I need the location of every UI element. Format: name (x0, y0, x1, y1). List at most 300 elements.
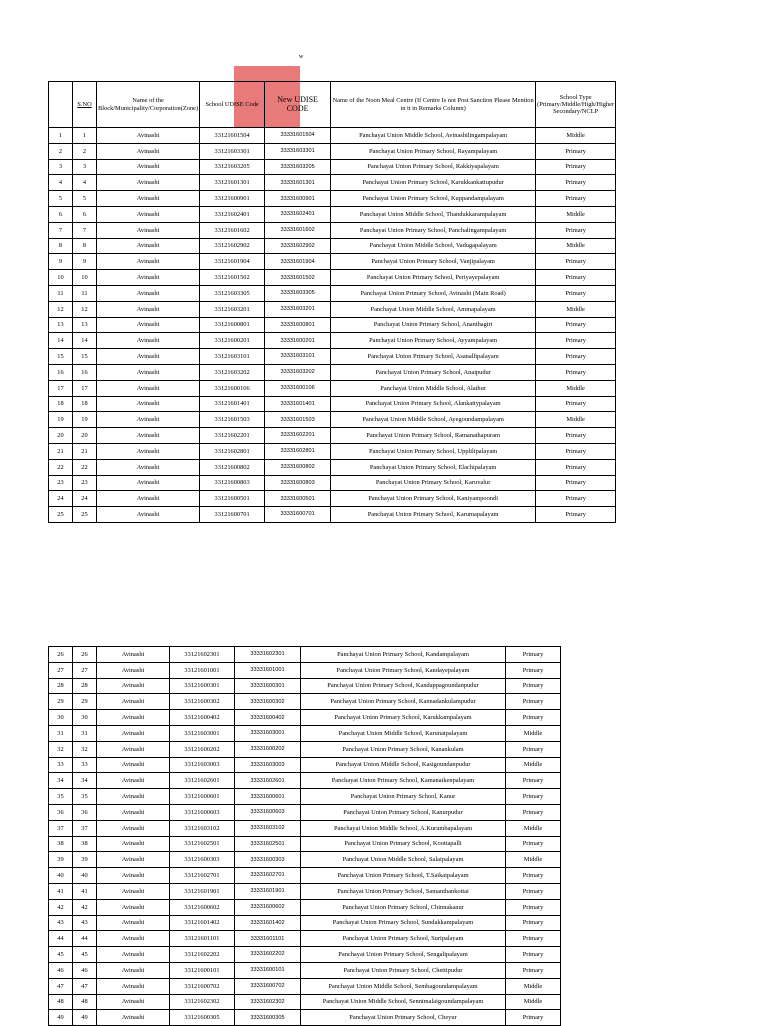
school-type: Middle (536, 128, 616, 144)
new-udise-code: 33331603305 (265, 285, 331, 301)
udise-code: 33121601402 (170, 915, 235, 931)
new-udise-code: 33331601101 (235, 931, 301, 947)
table-row (49, 804, 561, 820)
sno: 36 (73, 804, 97, 820)
row-index: 30 (49, 710, 73, 726)
sno: 5 (73, 191, 97, 207)
row-index: 14 (49, 333, 73, 349)
udise-code: 33121600301 (170, 678, 235, 694)
row-index: 22 (49, 459, 73, 475)
row-index: 6 (49, 206, 73, 222)
school-type: Primary (506, 947, 561, 963)
centre-name: Panchayat Union Middle School, Salaipalayam (301, 852, 506, 868)
block-name: Avinashi (97, 899, 170, 915)
row-index: 41 (49, 883, 73, 899)
udise-code: 33121602301 (170, 647, 235, 663)
block-name: Avinashi (97, 238, 200, 254)
centre-name: Panchayat Union Primary School, Kannadankulampudur (301, 694, 506, 710)
new-udise-code: 33331603202 (265, 364, 331, 380)
school-type: Primary (536, 285, 616, 301)
udise-code: 33121602201 (200, 428, 265, 444)
school-type: Primary (506, 836, 561, 852)
school-type: Primary (506, 915, 561, 931)
row-index: 31 (49, 725, 73, 741)
udise-code: 33121602501 (170, 836, 235, 852)
sno: 43 (73, 915, 97, 931)
centre-name: Panchayat Union Middle School, Vadugapalayam (331, 238, 536, 254)
sno: 46 (73, 962, 97, 978)
udise-code: 33121602701 (170, 868, 235, 884)
sno: 11 (73, 285, 97, 301)
centre-name: Panchayat Union Primary School, Kandayepalayam (301, 662, 506, 678)
udise-code: 33121603201 (200, 301, 265, 317)
school-type: Primary (536, 270, 616, 286)
block-name: Avinashi (97, 159, 200, 175)
udise-code: 33121601901 (170, 883, 235, 899)
new-udise-code: 33331600106 (265, 380, 331, 396)
udise-code: 33121601503 (200, 412, 265, 428)
sno: 29 (73, 694, 97, 710)
row-index: 29 (49, 694, 73, 710)
udise-code: 33121600305 (170, 1010, 235, 1026)
sno: 40 (73, 868, 97, 884)
centre-name: Panchayat Union Primary School, Periyayepalayam (331, 270, 536, 286)
udise-code: 33121602202 (170, 947, 235, 963)
school-type: Primary (506, 789, 561, 805)
school-table-part2 (48, 646, 561, 1026)
udise-code: 33121600402 (170, 710, 235, 726)
school-type: Primary (506, 710, 561, 726)
block-name: Avinashi (97, 868, 170, 884)
row-index: 7 (49, 222, 73, 238)
table-row (49, 868, 561, 884)
table-row (49, 301, 616, 317)
row-index: 20 (49, 428, 73, 444)
school-type: Primary (536, 428, 616, 444)
block-name: Avinashi (97, 507, 200, 523)
school-type: Primary (506, 678, 561, 694)
new-udise-code: 33331603101 (265, 349, 331, 365)
table-row (49, 741, 561, 757)
new-udise-code: 33331600101 (235, 962, 301, 978)
block-name: Avinashi (97, 931, 170, 947)
table-row (49, 159, 616, 175)
new-udise-code: 33331601602 (265, 222, 331, 238)
new-udise-code: 33331600801 (265, 317, 331, 333)
table-row (49, 773, 561, 789)
centre-name: Panchayat Union Primary School, Kanankulam (301, 741, 506, 757)
centre-name: Panchayat Union Primary School, Cheyur (301, 1010, 506, 1026)
table-row (49, 1010, 561, 1026)
block-name: Avinashi (97, 978, 170, 994)
block-name: Avinashi (97, 725, 170, 741)
udise-code: 33121600602 (170, 899, 235, 915)
school-table-part1 (48, 81, 616, 523)
sno: 20 (73, 428, 97, 444)
new-udise-code: 33331600202 (235, 741, 301, 757)
new-udise-code: 33331600603 (235, 804, 301, 820)
school-type: Primary (536, 333, 616, 349)
row-index: 27 (49, 662, 73, 678)
row-index: 21 (49, 443, 73, 459)
new-udise-code: 33331603001 (235, 725, 301, 741)
new-udise-code: 33331600602 (235, 899, 301, 915)
centre-name: Panchayat Union Primary School, Elachipalayam (331, 459, 536, 475)
sno: 13 (73, 317, 97, 333)
centre-name: Panchayat Union Primary School, Kaniyampoondi (331, 491, 536, 507)
block-name: Avinashi (97, 333, 200, 349)
row-index: 17 (49, 380, 73, 396)
block-name: Avinashi (97, 428, 200, 444)
school-type: Primary (536, 507, 616, 523)
table-row (49, 475, 616, 491)
block-name: Avinashi (97, 396, 200, 412)
table-row (49, 694, 561, 710)
sno: 26 (73, 647, 97, 663)
school-type: Primary (506, 773, 561, 789)
row-index: 24 (49, 491, 73, 507)
sno: 3 (73, 159, 97, 175)
table-row (49, 175, 616, 191)
udise-code: 33121600701 (200, 507, 265, 523)
block-name: Avinashi (97, 710, 170, 726)
new-udise-code: 33331601904 (265, 254, 331, 270)
udise-code: 33121602601 (170, 773, 235, 789)
row-index: 9 (49, 254, 73, 270)
table-row (49, 757, 561, 773)
table-row (49, 222, 616, 238)
sno: 1 (73, 128, 97, 144)
row-index: 40 (49, 868, 73, 884)
centre-name: Panchayat Union Primary School, Samanthankottai (301, 883, 506, 899)
row-index: 48 (49, 994, 73, 1010)
table-row (49, 491, 616, 507)
sno: 27 (73, 662, 97, 678)
new-udise-code: 33331602302 (235, 994, 301, 1010)
table-row (49, 317, 616, 333)
sno: 34 (73, 773, 97, 789)
sno: 45 (73, 947, 97, 963)
centre-name: Panchayat Union Middle School, Sennimalaigoundampalayam (301, 994, 506, 1010)
udise-code: 33121600106 (200, 380, 265, 396)
udise-code: 33121600303 (170, 852, 235, 868)
block-name: Avinashi (97, 962, 170, 978)
centre-name: Panchayat Union Primary School, T.Saikaipalayam (301, 868, 506, 884)
row-index: 26 (49, 647, 73, 663)
table-row (49, 994, 561, 1010)
row-index: 46 (49, 962, 73, 978)
sno: 47 (73, 978, 97, 994)
centre-name: Panchayat Union Middle School, Thandukkarampalayam (331, 206, 536, 222)
udise-code: 33121600603 (170, 804, 235, 820)
new-udise-code: 33331602801 (265, 443, 331, 459)
school-type: Primary (506, 931, 561, 947)
udise-code: 33121603205 (200, 159, 265, 175)
sno: 12 (73, 301, 97, 317)
sno: 37 (73, 820, 97, 836)
centre-name: Panchayat Union Middle School, Ammapalayam (331, 301, 536, 317)
sno: 17 (73, 380, 97, 396)
new-udise-code: 33331601402 (235, 915, 301, 931)
table-row (49, 931, 561, 947)
new-udise-code: 33331601301 (265, 175, 331, 191)
centre-name: Panchayat Union Primary School, Kandappagoundanpudur (301, 678, 506, 694)
new-udise-code: 33331602601 (235, 773, 301, 789)
block-name: Avinashi (97, 175, 200, 191)
table-row (49, 662, 561, 678)
udise-code: 33121601504 (200, 128, 265, 144)
block-name: Avinashi (97, 773, 170, 789)
udise-code: 33121600302 (170, 694, 235, 710)
school-type: Middle (506, 994, 561, 1010)
new-udise-code: 33331602202 (235, 947, 301, 963)
header-new-udise: New UDISE CODE (265, 82, 331, 128)
centre-name: Panchayat Union Primary School, Rayampalayam (331, 143, 536, 159)
block-name: Avinashi (97, 741, 170, 757)
udise-code: 33121603101 (200, 349, 265, 365)
school-type: Primary (506, 804, 561, 820)
sno: 31 (73, 725, 97, 741)
centre-name: Panchayat Union Primary School, Asanallipalayam (331, 349, 536, 365)
new-udise-code: 33331600803 (265, 475, 331, 491)
row-index: 37 (49, 820, 73, 836)
row-index: 43 (49, 915, 73, 931)
block-name: Avinashi (97, 254, 200, 270)
centre-name: Panchayat Union Primary School, Anaipudur (331, 364, 536, 380)
udise-code: 33121600802 (200, 459, 265, 475)
table-row (49, 143, 616, 159)
centre-name: Panchayat Union Primary School, Karukkankattupudur (331, 175, 536, 191)
centre-name: Panchayat Union Primary School, Suripalayam (301, 931, 506, 947)
header-udise: School UDISE Code (200, 82, 265, 128)
sno: 44 (73, 931, 97, 947)
centre-name: Panchayat Union Primary School, Kanurpudur (301, 804, 506, 820)
sno: 2 (73, 143, 97, 159)
sno: 6 (73, 206, 97, 222)
centre-name: Panchayat Union Primary School, Kuppandampalayam (331, 191, 536, 207)
sno: 28 (73, 678, 97, 694)
block-name: Avinashi (97, 364, 200, 380)
table-row (49, 899, 561, 915)
udise-code: 33121601401 (200, 396, 265, 412)
sno: 48 (73, 994, 97, 1010)
udise-code: 33121600803 (200, 475, 265, 491)
block-name: Avinashi (97, 301, 200, 317)
block-name: Avinashi (97, 206, 200, 222)
school-type: Primary (536, 349, 616, 365)
new-udise-code: 33331603301 (265, 143, 331, 159)
udise-code: 33121603202 (200, 364, 265, 380)
block-name: Avinashi (97, 678, 170, 694)
school-type: Primary (506, 647, 561, 663)
row-index: 47 (49, 978, 73, 994)
school-type: Middle (536, 238, 616, 254)
centre-name: Panchayat Union Primary School, Ayyampalayam (331, 333, 536, 349)
udise-code: 33121601101 (170, 931, 235, 947)
school-type: Primary (536, 317, 616, 333)
centre-name: Panchayat Union Primary School, Karukkampalayam (301, 710, 506, 726)
row-index: 8 (49, 238, 73, 254)
sno: 15 (73, 349, 97, 365)
sno: 39 (73, 852, 97, 868)
school-type: Middle (506, 852, 561, 868)
school-type: Middle (506, 820, 561, 836)
udise-code: 33121600901 (200, 191, 265, 207)
udise-code: 33121603001 (170, 725, 235, 741)
block-name: Avinashi (97, 459, 200, 475)
school-type: Primary (536, 191, 616, 207)
udise-code: 33121600201 (200, 333, 265, 349)
row-index: 4 (49, 175, 73, 191)
sno: 14 (73, 333, 97, 349)
udise-code: 33121600501 (200, 491, 265, 507)
school-type: Primary (506, 868, 561, 884)
row-index: 3 (49, 159, 73, 175)
table-row (49, 270, 616, 286)
row-index: 34 (49, 773, 73, 789)
centre-name: Panchayat Union Middle School, Avinashilingampalayam (331, 128, 536, 144)
block-name: Avinashi (97, 443, 200, 459)
sno: 16 (73, 364, 97, 380)
school-type: Primary (536, 159, 616, 175)
sno: 19 (73, 412, 97, 428)
row-index: 19 (49, 412, 73, 428)
new-udise-code: 33331603201 (265, 301, 331, 317)
header-type: School Type (Primary/Middle/High/Higher Secondary/NCLP (536, 82, 616, 128)
centre-name: Panchayat Union Middle School, Karunaipalayam (301, 725, 506, 741)
udise-code: 33121600702 (170, 978, 235, 994)
row-index: 15 (49, 349, 73, 365)
table-row (49, 364, 616, 380)
table-row (49, 507, 616, 523)
sno: 18 (73, 396, 97, 412)
new-udise-code: 33331602501 (235, 836, 301, 852)
new-udise-code: 33331602902 (265, 238, 331, 254)
new-udise-code: 33331603205 (265, 159, 331, 175)
sno: 10 (73, 270, 97, 286)
centre-name: Panchayat Union Primary School, Ramanathapuram (331, 428, 536, 444)
centre-name: Panchayat Union Primary School, Vanjipalayam (331, 254, 536, 270)
udise-code: 33121600202 (170, 741, 235, 757)
udise-code: 33121601904 (200, 254, 265, 270)
row-index: 44 (49, 931, 73, 947)
table-row (49, 647, 561, 663)
table-row (49, 285, 616, 301)
udise-code: 33121603102 (170, 820, 235, 836)
udise-code: 33121602902 (200, 238, 265, 254)
block-name: Avinashi (97, 994, 170, 1010)
new-udise-code: 33331603003 (235, 757, 301, 773)
sno: 7 (73, 222, 97, 238)
new-udise-code: 33331601901 (235, 883, 301, 899)
block-name: Avinashi (97, 191, 200, 207)
centre-name: Panchayat Union Primary School, Chettipudur (301, 962, 506, 978)
table-row (49, 962, 561, 978)
centre-name: Panchayat Union Primary School, Koottapalli (301, 836, 506, 852)
centre-name: Panchayat Union Primary School, Chinnakanur (301, 899, 506, 915)
new-udise-code: 33331602201 (265, 428, 331, 444)
centre-name: Panchayat Union Primary School, Kanur (301, 789, 506, 805)
block-name: Avinashi (97, 789, 170, 805)
centre-name: Panchayat Union Middle School, A.Kurumbapalayam (301, 820, 506, 836)
block-name: Avinashi (97, 662, 170, 678)
block-name: Avinashi (97, 222, 200, 238)
new-udise-code: 33331602401 (265, 206, 331, 222)
udise-code: 33121601301 (200, 175, 265, 191)
row-index: 42 (49, 899, 73, 915)
centre-name: Panchayat Union Primary School, Kandampalayam (301, 647, 506, 663)
block-name: Avinashi (97, 128, 200, 144)
centre-name: Panchayat Union Primary School, Rakkiyapalayam (331, 159, 536, 175)
centre-name: Panchayat Union Primary School, Kamanaikenpalayam (301, 773, 506, 789)
block-name: Avinashi (97, 317, 200, 333)
block-name: Avinashi (97, 412, 200, 428)
sno: 9 (73, 254, 97, 270)
block-name: Avinashi (97, 694, 170, 710)
table-row (49, 678, 561, 694)
block-name: Avinashi (97, 852, 170, 868)
row-index: 35 (49, 789, 73, 805)
row-index: 1 (49, 128, 73, 144)
centre-name: Panchayat Union Primary School, Sundakkampalayam (301, 915, 506, 931)
sno: 4 (73, 175, 97, 191)
centre-name: Panchayat Union Middle School, Sembagoundampalayam (301, 978, 506, 994)
centre-name: Panchayat Union Primary School, Panchalingampalayam (331, 222, 536, 238)
table-row (49, 428, 616, 444)
row-index: 18 (49, 396, 73, 412)
row-index: 13 (49, 317, 73, 333)
centre-name: Panchayat Union Primary School, Sengalipalayam (301, 947, 506, 963)
row-index: 10 (49, 270, 73, 286)
block-name: Avinashi (97, 757, 170, 773)
new-udise-code: 33331600702 (235, 978, 301, 994)
school-type: Primary (506, 883, 561, 899)
header-block: Name of the Block/Municipality/Corporation(Zone) (97, 82, 200, 128)
table-row (49, 191, 616, 207)
row-index: 38 (49, 836, 73, 852)
table-row (49, 254, 616, 270)
school-type: Primary (536, 143, 616, 159)
new-udise-code: 33331603102 (235, 820, 301, 836)
new-udise-code: 33331600402 (235, 710, 301, 726)
row-index: 2 (49, 143, 73, 159)
row-index: 16 (49, 364, 73, 380)
new-udise-code: 33331600501 (265, 491, 331, 507)
new-udise-code: 33331601502 (265, 270, 331, 286)
table-row (49, 978, 561, 994)
new-udise-code: 33331601001 (235, 662, 301, 678)
block-name: Avinashi (97, 915, 170, 931)
page-mark: w (299, 54, 304, 60)
block-name: Avinashi (97, 647, 170, 663)
school-type: Primary (536, 475, 616, 491)
centre-name: Panchayat Union Primary School, Alankattypalayam (331, 396, 536, 412)
row-index: 45 (49, 947, 73, 963)
block-name: Avinashi (97, 820, 170, 836)
row-index: 33 (49, 757, 73, 773)
sno: 30 (73, 710, 97, 726)
block-name: Avinashi (97, 491, 200, 507)
centre-name: Panchayat Union Primary School, Karuvalur (331, 475, 536, 491)
new-udise-code: 33331601401 (265, 396, 331, 412)
school-type: Middle (506, 725, 561, 741)
centre-name: Panchayat Union Middle School, Kasigoundanpudur (301, 757, 506, 773)
new-udise-code: 33331600701 (265, 507, 331, 523)
block-name: Avinashi (97, 836, 170, 852)
header-sno: S.NO (73, 82, 97, 128)
udise-code: 33121603003 (170, 757, 235, 773)
school-type: Primary (536, 491, 616, 507)
